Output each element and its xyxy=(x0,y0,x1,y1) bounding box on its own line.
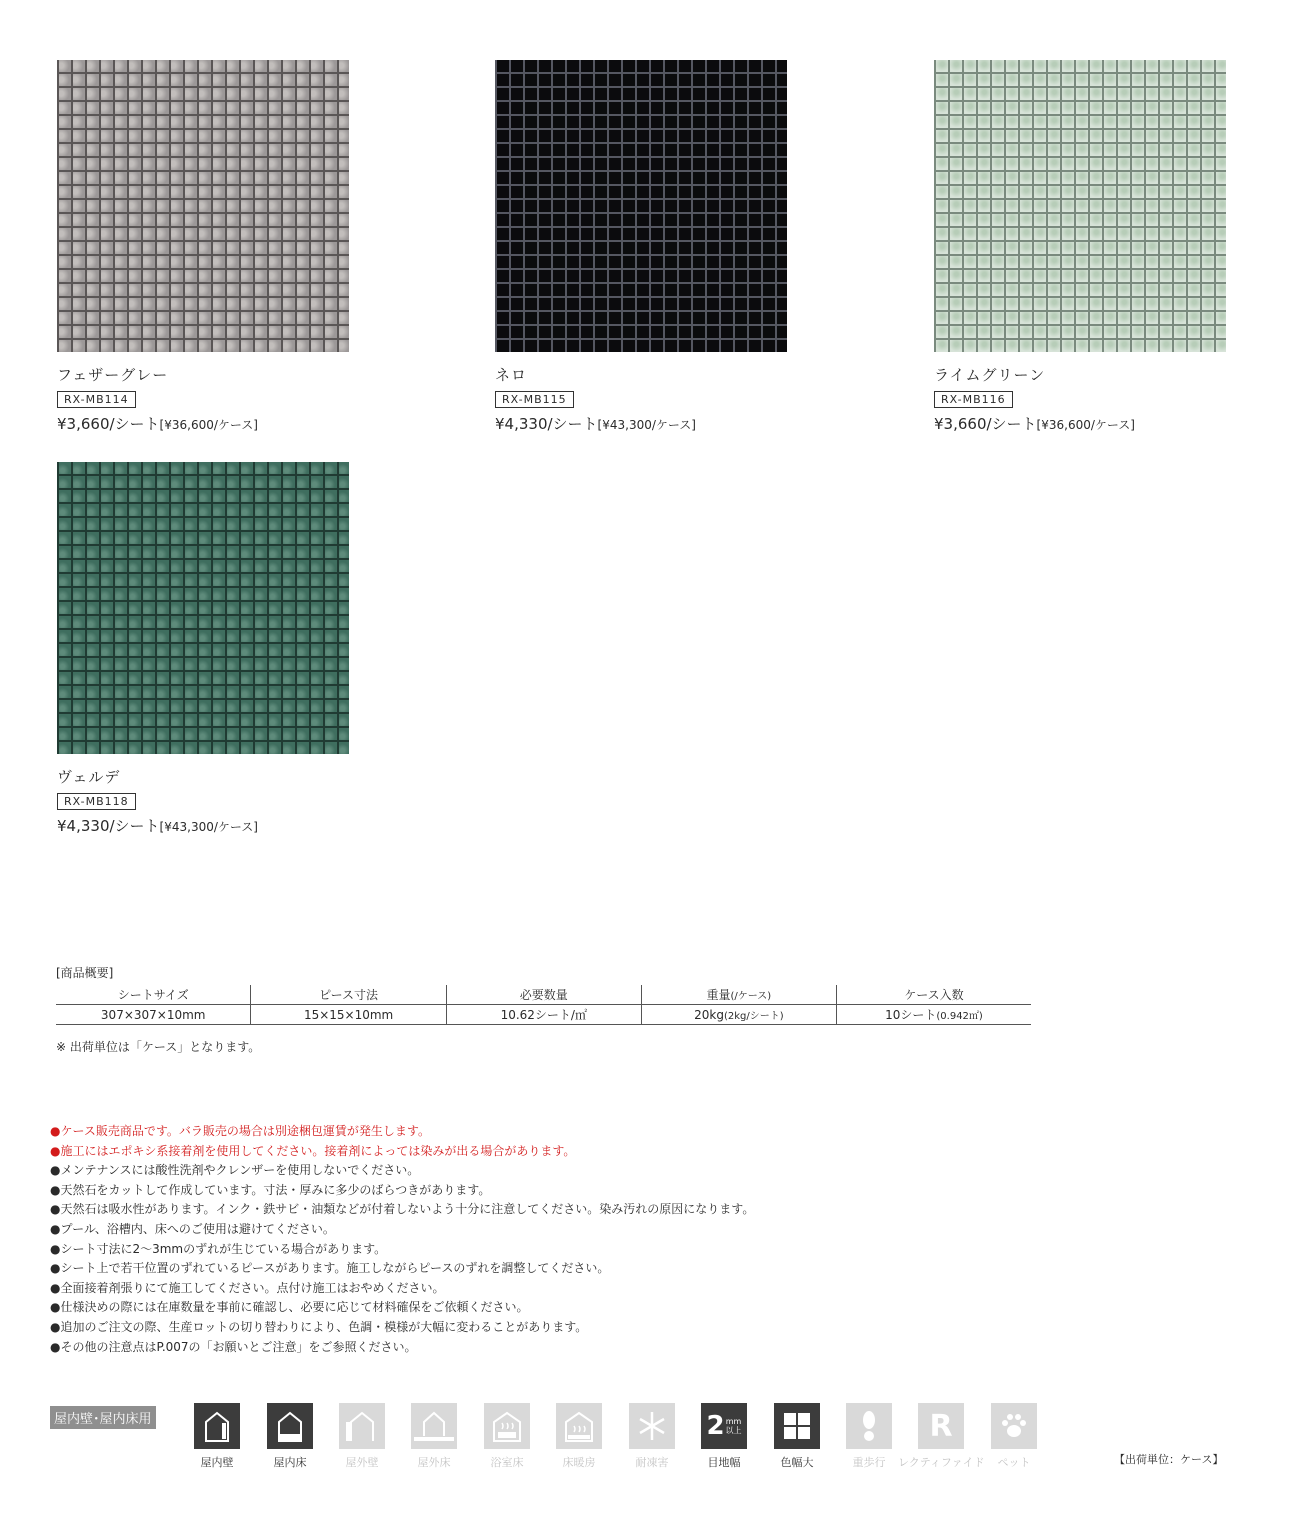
header-weight xyxy=(641,985,836,1005)
case-price: [¥43,300/ケース] xyxy=(159,820,258,834)
product-code: RX-MB116 xyxy=(934,391,1013,408)
heavy-traffic-badge xyxy=(846,1403,892,1470)
tile-image xyxy=(934,60,1226,352)
usage-label: 屋内壁･屋内床用 xyxy=(50,1406,156,1429)
cell-piece-size: 15×15×10mm xyxy=(251,1005,446,1025)
outdoor-wall-icon xyxy=(339,1403,385,1449)
indoor-wall-icon xyxy=(194,1403,240,1449)
icon-caption: 屋外床 xyxy=(417,1456,451,1469)
icon-caption: レクティファイド xyxy=(898,1456,985,1469)
icon-caption: 目地幅 xyxy=(707,1456,741,1469)
frost-resistant-badge xyxy=(629,1403,675,1470)
cell-weight-value: 20kg xyxy=(694,1008,724,1022)
note-item: ●シート寸法に2〜3mmのずれが生じている場合があります。 xyxy=(50,1241,387,1256)
floor-heating-icon xyxy=(556,1403,602,1449)
product-card-verde xyxy=(57,462,387,836)
cell-required-quantity: 10.62シート/㎡ xyxy=(446,1005,641,1025)
case-price: [¥36,600/ケース] xyxy=(1036,418,1135,432)
product-code: RX-MB115 xyxy=(495,391,574,408)
icon-caption: ペット xyxy=(997,1456,1031,1469)
pet-badge xyxy=(991,1403,1037,1470)
floor-heating-badge xyxy=(556,1403,602,1470)
product-name: ライムグリーン xyxy=(934,366,1046,384)
sheet-price: ¥4,330/シート xyxy=(495,415,598,433)
cell-case-area: (0.942㎡) xyxy=(936,1011,983,1022)
icon-caption: 重歩行 xyxy=(852,1456,886,1469)
rectified-letter: R xyxy=(929,1408,953,1444)
indoor-wall-badge xyxy=(194,1403,240,1470)
outdoor-floor-icon xyxy=(411,1403,457,1449)
outdoor-floor-badge xyxy=(411,1403,457,1470)
tile-image xyxy=(495,60,787,352)
product-price xyxy=(57,413,387,434)
summary-title: [商品概要] xyxy=(56,966,114,980)
rectified-icon xyxy=(918,1403,964,1449)
icon-caption: 床暖房 xyxy=(562,1456,596,1469)
header-weight-unit: (/ケース) xyxy=(730,991,772,1002)
note-item: ●ケース販売商品です。バラ販売の場合は別途梱包運賃が発生します。 xyxy=(50,1124,430,1138)
product-code: RX-MB114 xyxy=(57,391,136,408)
header-piece-size: ピース寸法 xyxy=(251,985,446,1005)
case-price: [¥43,300/ケース] xyxy=(597,418,696,432)
note-item: ●その他の注意点はP.007の「お願いとご注意」をご参照ください。 xyxy=(50,1339,417,1354)
cell-case-count xyxy=(836,1005,1031,1025)
sheet-price: ¥3,660/シート xyxy=(57,415,160,433)
note-item: ●全面接着剤張りにて施工してください。点付け施工はおやめください。 xyxy=(50,1280,445,1295)
joint-width-unit: mm xyxy=(725,1417,742,1426)
joint-width-number: 2 xyxy=(706,1411,725,1441)
cell-weight-per-sheet: (2kg/シート) xyxy=(723,1011,784,1022)
cell-sheet-size: 307×307×10mm xyxy=(100,1007,206,1022)
caution-notes xyxy=(50,1122,754,1357)
product-card-feather-gray xyxy=(57,60,387,434)
cell-case-count-value: 10シート xyxy=(885,1008,937,1022)
icon-caption: 屋内床 xyxy=(273,1456,307,1469)
grid-icon xyxy=(774,1403,820,1449)
shipping-unit-note: ※ 出荷単位は「ケース」となります。 xyxy=(56,1040,261,1054)
icon-caption: 色幅大 xyxy=(780,1456,814,1469)
rectified-badge xyxy=(898,1403,985,1470)
icon-caption: 耐凍害 xyxy=(635,1456,669,1469)
color-variation-badge xyxy=(774,1403,820,1470)
joint-width-badge xyxy=(701,1403,747,1470)
product-code: RX-MB118 xyxy=(57,793,136,810)
bathroom-floor-icon xyxy=(484,1403,530,1449)
header-required-quantity: 必要数量 xyxy=(446,985,641,1005)
note-item: ●施工にはエポキシ系接着剤を使用してください。接着剤によっては染みが出る場合があります。 xyxy=(50,1143,576,1158)
product-name: フェザーグレー xyxy=(57,366,169,384)
note-item: ●メンテナンスには酸性洗剤やクレンザーを使用しないでください。 xyxy=(50,1163,420,1178)
header-case-count: ケース入数 xyxy=(836,985,1031,1005)
icon-caption: 浴室床 xyxy=(490,1456,524,1469)
product-price xyxy=(495,413,825,434)
outdoor-wall-badge xyxy=(339,1403,385,1470)
icon-caption: 屋内壁 xyxy=(200,1456,234,1469)
spec-table xyxy=(56,985,1031,1025)
note-item: ●シート上で若干位置のずれているピースがあります。施工しながらピースのずれを調整してください。 xyxy=(50,1261,610,1276)
header-sheet-size: シートサイズ xyxy=(117,988,189,1002)
joint-width-min: 以上 xyxy=(725,1426,742,1435)
product-price xyxy=(57,815,387,836)
paw-icon xyxy=(991,1403,1037,1449)
case-price: [¥36,600/ケース] xyxy=(159,418,258,432)
spec-data-row xyxy=(56,1005,1031,1025)
note-item: ●仕様決めの際には在庫数量を事前に確認し、必要に応じて材料確保をご依頼ください。 xyxy=(50,1300,529,1315)
product-card-nero xyxy=(495,60,825,434)
sheet-price: ¥3,660/シート xyxy=(934,415,1037,433)
icon-caption: 屋外壁 xyxy=(345,1456,379,1469)
tile-image xyxy=(57,60,349,352)
cell-weight xyxy=(641,1005,836,1025)
note-item: ●プール、浴槽内、床へのご使用は避けてください。 xyxy=(50,1221,335,1236)
product-card-lime-green xyxy=(934,60,1264,434)
header-weight-label: 重量 xyxy=(706,988,731,1002)
product-price xyxy=(934,413,1264,434)
bathroom-floor-badge xyxy=(484,1403,530,1470)
shipping-unit-label: 【出荷単位：ケース】 xyxy=(1114,1453,1224,1466)
joint-width-icon xyxy=(701,1403,747,1449)
snowflake-icon xyxy=(629,1403,675,1449)
product-name: ネロ xyxy=(495,366,528,384)
note-item: ●天然石をカットして作成しています。寸法・厚みに多少のばらつきがあります。 xyxy=(50,1182,491,1197)
indoor-floor-badge xyxy=(267,1403,313,1470)
note-item: ●追加のご注文の際、生産ロットの切り替わりにより、色調・模様が大幅に変わることがあります。 xyxy=(50,1319,588,1334)
product-name: ヴェルデ xyxy=(57,768,121,786)
footprint-icon xyxy=(846,1403,892,1449)
note-item: ●天然石は吸水性があります。インク・鉄サビ・油類などが付着しないよう十分に注意してください。染み汚れの原因になります。 xyxy=(50,1202,755,1217)
sheet-price: ¥4,330/シート xyxy=(57,817,160,835)
indoor-floor-icon xyxy=(267,1403,313,1449)
spec-header-row xyxy=(56,985,1031,1005)
tile-image xyxy=(57,462,349,754)
